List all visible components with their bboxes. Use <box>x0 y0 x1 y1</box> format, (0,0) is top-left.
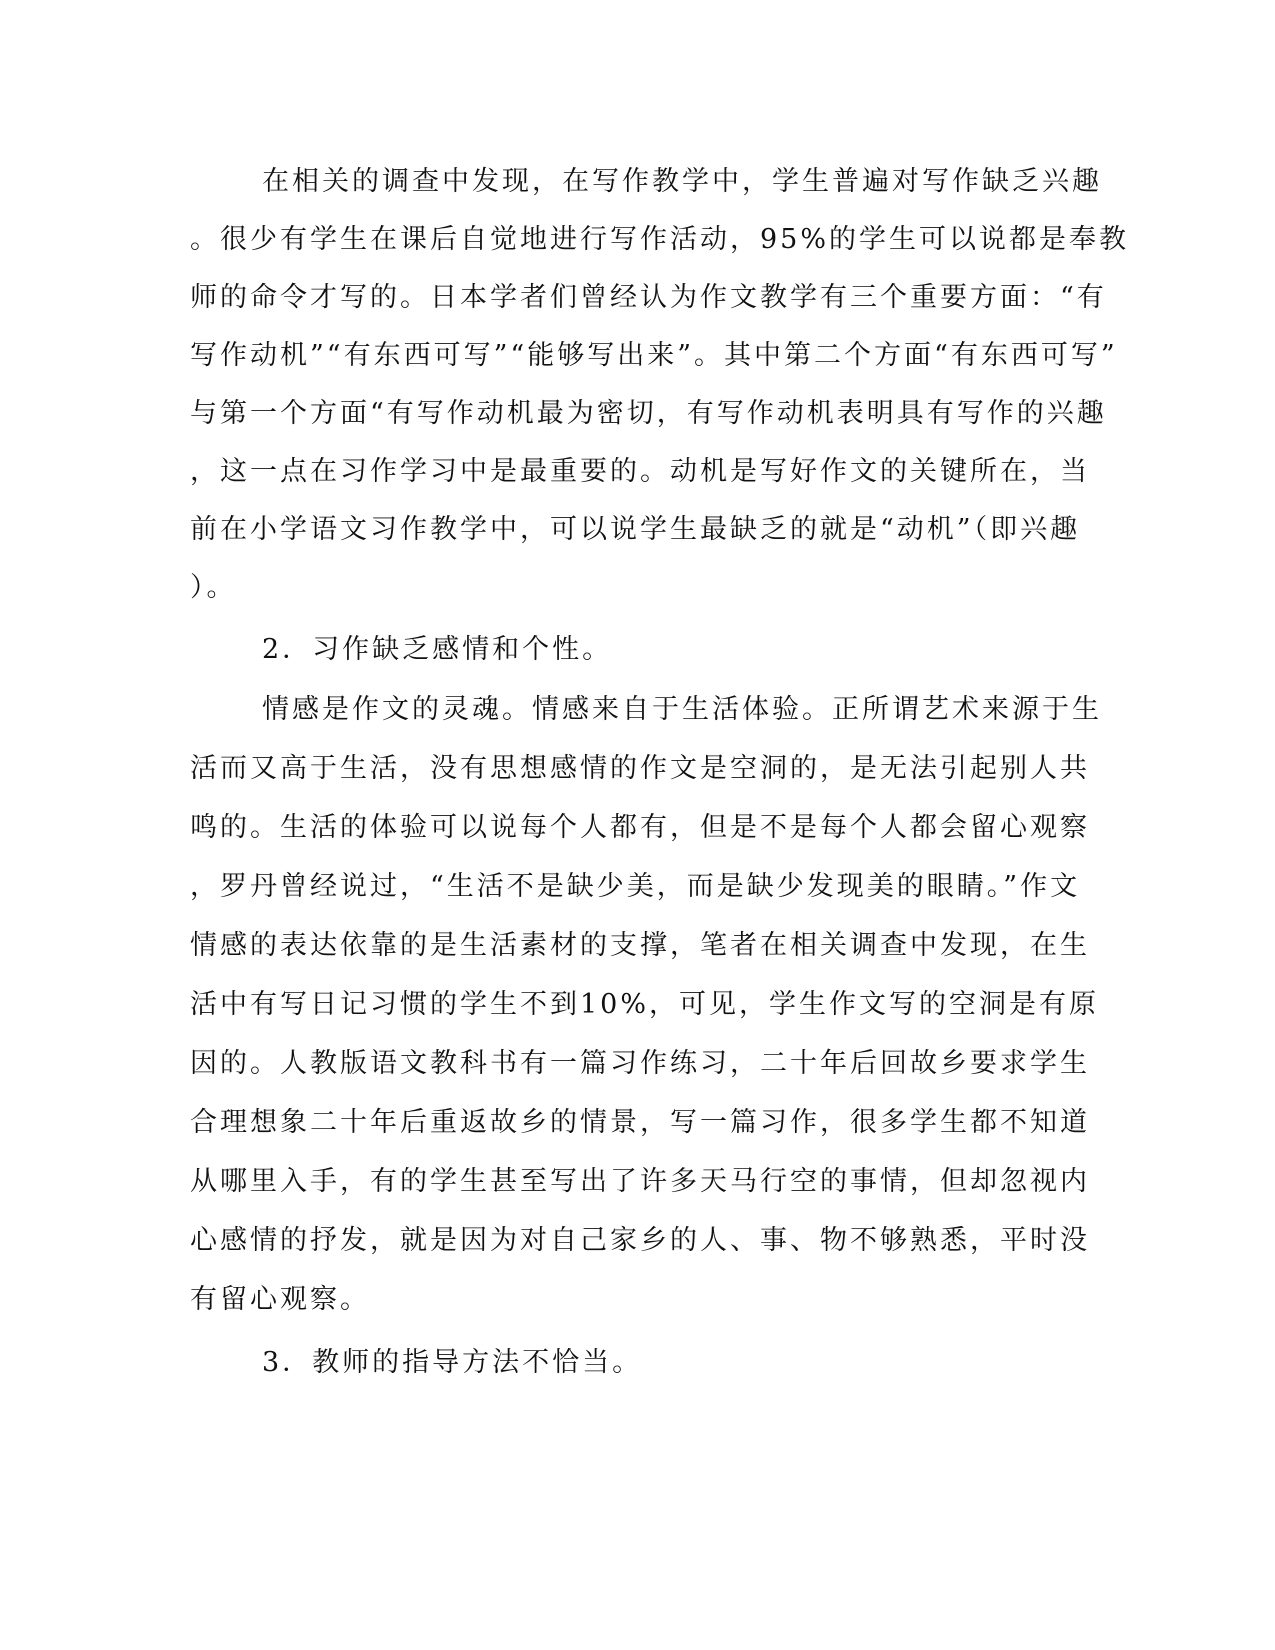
paragraph-1-line-5: 与第一个方面“有写作动机最为密切，有写作动机表明具有写作的兴趣 <box>190 398 1107 429</box>
paragraph-2-line-1: 情感是作文的灵魂。情感来自于生活体验。正所谓艺术来源于生 <box>262 694 1102 725</box>
paragraph-1-line-8: ）。 <box>190 572 237 603</box>
section-heading-2: 2．习作缺乏感情和个性。 <box>262 634 613 665</box>
paragraph-2-line-9: 从哪里入手，有的学生甚至写出了许多天马行空的事情，但却忽视内 <box>190 1166 1090 1197</box>
paragraph-2-line-6: 活中有写日记习惯的学生不到10%，可见，学生作文写的空洞是有原 <box>190 989 1100 1020</box>
paragraph-2-line-5: 情感的表达依靠的是生活素材的支撑，笔者在相关调查中发现，在生 <box>190 930 1090 961</box>
paragraph-2-line-3: 鸣的。生活的体验可以说每个人都有，但是不是每个人都会留心观察 <box>190 812 1090 843</box>
paragraph-2-line-2: 活而又高于生活，没有思想感情的作文是空洞的，是无法引起别人共 <box>190 753 1090 784</box>
paragraph-1-line-7: 前在小学语文习作教学中，可以说学生最缺乏的就是“动机”（即兴趣 <box>190 514 1081 545</box>
paragraph-1-line-6: ，这一点在习作学习中是最重要的。动机是写好作文的关键所在，当 <box>190 456 1090 487</box>
paragraph-1-line-4: 写作动机”“有东西可写”“能够写出来”。其中第二个方面“有东西可写” <box>190 340 1118 371</box>
paragraph-2-line-11: 有留心观察。 <box>190 1284 370 1315</box>
paragraph-2-line-8: 合理想象二十年后重返故乡的情景，写一篇习作，很多学生都不知道 <box>190 1107 1090 1138</box>
paragraph-1-line-2: 。很少有学生在课后自觉地进行写作活动，95%的学生可以说都是奉教 <box>190 224 1130 255</box>
paragraph-2-line-10: 心感情的抒发，就是因为对自己家乡的人、事、物不够熟悉，平时没 <box>190 1225 1090 1256</box>
section-heading-3: 3．教师的指导方法不恰当。 <box>262 1347 643 1378</box>
paragraph-1-line-3: 师的命令才写的。日本学者们曾经认为作文教学有三个重要方面：“有 <box>190 282 1107 313</box>
paragraph-1-line-1: 在相关的调查中发现，在写作教学中，学生普遍对写作缺乏兴趣 <box>262 166 1102 197</box>
paragraph-2-line-4: ，罗丹曾经说过，“生活不是缺少美，而是缺少发现美的眼睛。”作文 <box>190 871 1081 902</box>
paragraph-2-line-7: 因的。人教版语文教科书有一篇习作练习，二十年后回故乡要求学生 <box>190 1048 1090 1079</box>
